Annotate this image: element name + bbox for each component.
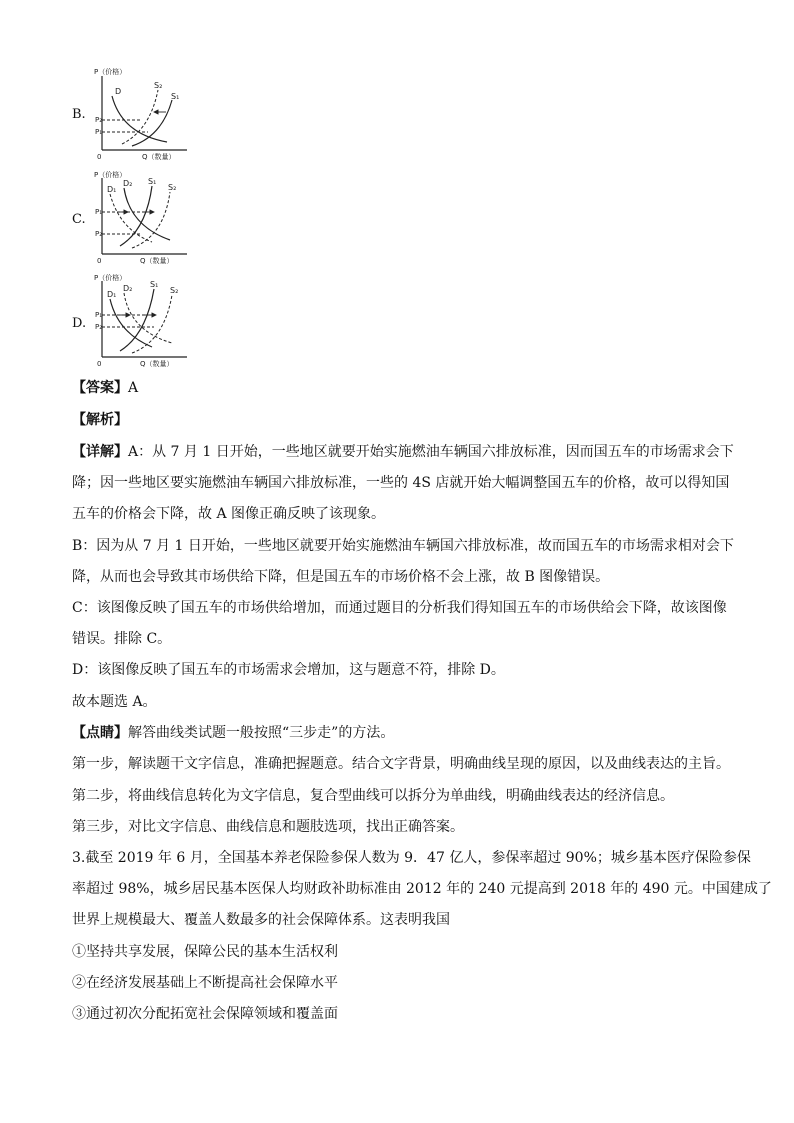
demand-curve — [112, 96, 167, 142]
curve-label-d: D — [115, 87, 122, 96]
x-axis-label: Q（数量） — [140, 360, 174, 368]
detail-line-1 — [72, 442, 734, 462]
tip-tag: 【点睛】 — [72, 725, 128, 741]
demand-curve-d2 — [124, 293, 172, 343]
answer-tag: 【答案】 — [72, 380, 128, 396]
option-d-label: D. — [72, 316, 87, 331]
curve-label-s2: S₂ — [168, 183, 177, 192]
detail-line-2: 降；因一些地区要实施燃油车辆国六排放标准，一些的 4S 店就开始大幅调整国五车的价格，故可以得知国 — [72, 475, 730, 491]
option-c-graph — [92, 170, 192, 266]
detail-tag: 【详解】 — [72, 444, 128, 460]
detail-line-3: 五车的价格会下降，故 A 图像正确反映了该现象。 — [72, 506, 386, 522]
option-d-graph — [92, 273, 192, 369]
demand-curve-d1 — [110, 194, 152, 242]
origin-label: 0 — [97, 153, 102, 161]
origin-label: 0 — [97, 257, 102, 265]
tip-step-1: 第一步，解读题干文字信息，准确把握题意。结合文字背景，明确曲线呈现的原因，以及曲线表达的主旨。 — [72, 756, 730, 772]
option-b-label: B. — [72, 107, 86, 122]
curve-label-d1: D₁ — [107, 185, 117, 194]
price-label-p2: P₂ — [95, 323, 103, 331]
y-axis-label: P（价格） — [94, 274, 127, 282]
detail-b-line-2: 降，从而也会导致其市场供给下降，但是国五车的市场价格不会上涨，故 B 图像错误。 — [72, 569, 610, 585]
curve-label-s1: S₁ — [171, 92, 180, 101]
supply-curve-s2 — [122, 90, 158, 144]
question-3-line-2: 率超过 98%，城乡居民基本医保人均财政补助标准由 2012 年的 240 元提高到 2018 年的 490 元。中国建成了 — [72, 881, 772, 897]
price-label-p1: P₁ — [95, 311, 103, 319]
option-c-label: C. — [72, 212, 86, 227]
answer-line — [72, 378, 138, 398]
y-axis-label: P（价格） — [94, 68, 127, 76]
detail-d-line: D：该图像反映了国五车的市场需求会增加，这与题意不符，排除 D。 — [72, 662, 505, 678]
demand-curve-d1 — [110, 299, 152, 347]
question-3-option-2: ②在经济发展基础上不断提高社会保障水平 — [72, 975, 338, 991]
question-3-option-3: ③通过初次分配拓宽社会保障领域和覆盖面 — [72, 1006, 338, 1022]
curve-label-s1: S₁ — [148, 177, 157, 186]
x-axis-label: Q（数量） — [140, 257, 174, 265]
option-b-graph — [92, 66, 192, 162]
question-3-option-1: ①坚持共享发展，保障公民的基本生活权利 — [72, 944, 338, 960]
price-label-p2: P₂ — [95, 230, 103, 238]
detail-c-line-1: C：该图像反映了国五车的市场供给增加，而通过题目的分析我们得知国五车的市场供给会下降，故该图像 — [72, 600, 727, 616]
price-label-p1: P₁ — [95, 128, 103, 136]
tip-step-3: 第三步，对比文字信息、曲线信息和题肢选项，找出正确答案。 — [72, 819, 464, 835]
curve-label-s2: S₂ — [170, 286, 179, 295]
question-3-line-1: 3.截至 2019 年 6 月，全国基本养老保险参保人数为 9．47 亿人，参保率超过 90%；城乡基本医疗保险参保 — [72, 850, 751, 866]
tip-step-2: 第二步，将曲线信息转化为文字信息，复合型曲线可以拆分为单曲线，明确曲线表达的经济信息。 — [72, 788, 674, 804]
price-label-p2: P₂ — [95, 116, 103, 124]
supply-curve-s1 — [132, 100, 172, 146]
tip-line — [72, 723, 394, 743]
demand-curve-d2 — [124, 188, 170, 240]
price-label-p1: P₁ — [95, 208, 103, 216]
curve-label-d1: D₁ — [107, 290, 117, 299]
curve-label-d2: D₂ — [123, 284, 133, 293]
curve-label-s1: S₁ — [150, 280, 159, 289]
detail-c-line-2: 错误。排除 C。 — [72, 631, 172, 647]
detail-b-line-1: B：因为从 7 月 1 日开始，一些地区就要开始实施燃油车辆国六排放标准，故而国五车的市场需求相对会下 — [72, 538, 734, 554]
answer-value: A — [128, 380, 139, 396]
detail-text-1: A：从 7 月 1 日开始，一些地区就要开始实施燃油车辆国六排放标准，因而国五车的市场需求会下 — [128, 444, 734, 460]
y-axis-label: P（价格） — [94, 171, 127, 179]
detail-conclusion: 故本题选 A。 — [72, 694, 157, 710]
curve-label-s2: S₂ — [154, 81, 163, 90]
analysis-heading — [72, 410, 128, 430]
curve-label-d2: D₂ — [123, 179, 133, 188]
analysis-tag: 【解析】 — [72, 412, 128, 428]
origin-label: 0 — [97, 360, 102, 368]
tip-text: 解答曲线类试题一般按照“三步走”的方法。 — [128, 725, 395, 741]
x-axis-label: Q（数量） — [142, 153, 176, 161]
supply-curve-s2 — [132, 295, 172, 353]
question-3-line-3: 世界上规模最大、覆盖人数最多的社会保障体系。这表明我国 — [72, 912, 450, 928]
